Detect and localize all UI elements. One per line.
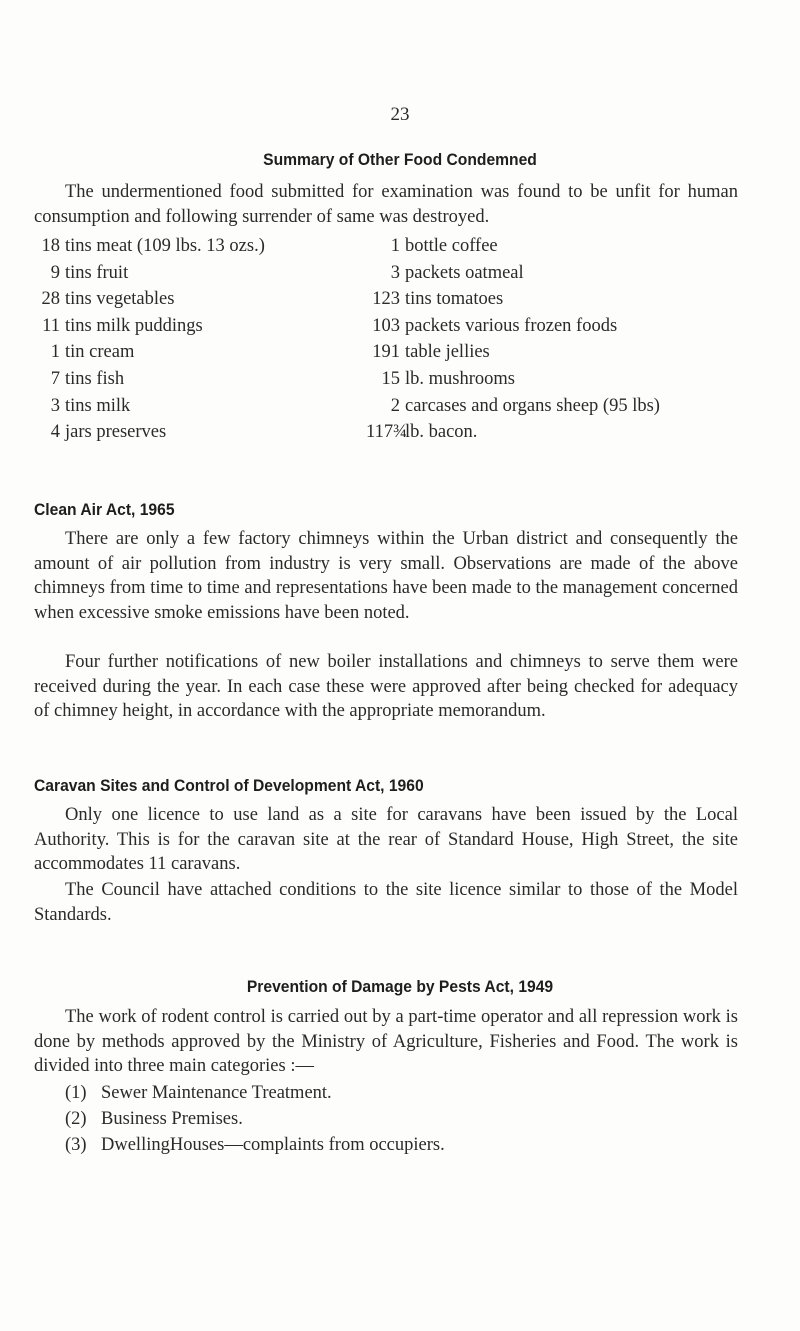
food-condemned-heading: Summary of Other Food Condemned [263,150,537,169]
list-item: (1) Sewer Maintenance Treatment. [65,1083,332,1103]
caravan-para-2: The Council have attached conditions to the site licence similar to those of the Model Standards. [34,880,738,925]
food-condemned-intro: The undermentioned food submitted for examination was found to be unfit for human consumption and following surrender of same was destroyed. [34,182,738,227]
list-item: 15 lb. mushrooms [381,368,515,389]
list-item: 9 tins fruit [50,262,129,283]
list-item: 7 tins fish [50,368,125,389]
list-item: (3) DwellingHouses—complaints from occupiers. [65,1135,445,1155]
list-item: 1 bottle coffee [390,236,498,256]
list-item: 2 carcases and organs sheep (95 lbs) [390,395,660,416]
clean-air-para-1: There are only a few factory chimneys within the Urban district and consequently the amount of air pollution from industry is very small. Observations are made of the above chimneys from time to time and representations have been made to the management concerned when excessive smoke emissions have been noted. [34,529,738,623]
clean-air-para-2: Four further notifications of new boiler installations and chimneys to serve them were received during the year. In each case these were approved after being checked for adequacy of chimney height, in accordance with the appropriate memorandum. [34,652,738,721]
list-item: 11 tins milk puddings [42,315,203,336]
page-number: 23 [390,104,410,125]
list-item: 1 tin cream [50,342,135,363]
list-item: 117¾lb. bacon. [366,422,478,443]
caravan-heading: Caravan Sites and Control of Development Act, 1960 [34,776,424,795]
pests-heading: Prevention of Damage by Pests Act, 1949 [246,977,554,996]
pests-para-1: The work of rodent control is carried out by a part-time operator and all repression work is done by methods approved by the Ministry of Agriculture, Fisheries and Food. The work is divided into three main categories :— [34,1007,738,1076]
list-item: 28 tins vegetables [41,289,175,310]
list-item: 123 tins tomatoes [372,289,504,310]
list-item: 18 tins meat (109 lbs. 13 ozs.) [41,236,265,256]
list-item: 3 tins milk [50,395,131,416]
list-item: 191 table jellies [372,342,490,363]
food-list-right [366,233,660,446]
food-list-left [34,233,265,446]
list-item: 3 packets oatmeal [390,262,524,283]
list-item: (2) Business Premises. [65,1109,243,1129]
caravan-para-1: Only one licence to use land as a site for caravans have been issued by the Local Authority. This is for the caravan site at the rear of Standard House, High Street, the site accommodates 11 caravans. [34,805,738,874]
clean-air-heading: Clean Air Act, 1965 [34,500,175,519]
pests-categories [65,1080,445,1158]
list-item: 103 packets various frozen foods [372,315,618,336]
list-item: 4 jars preserves [50,422,167,443]
